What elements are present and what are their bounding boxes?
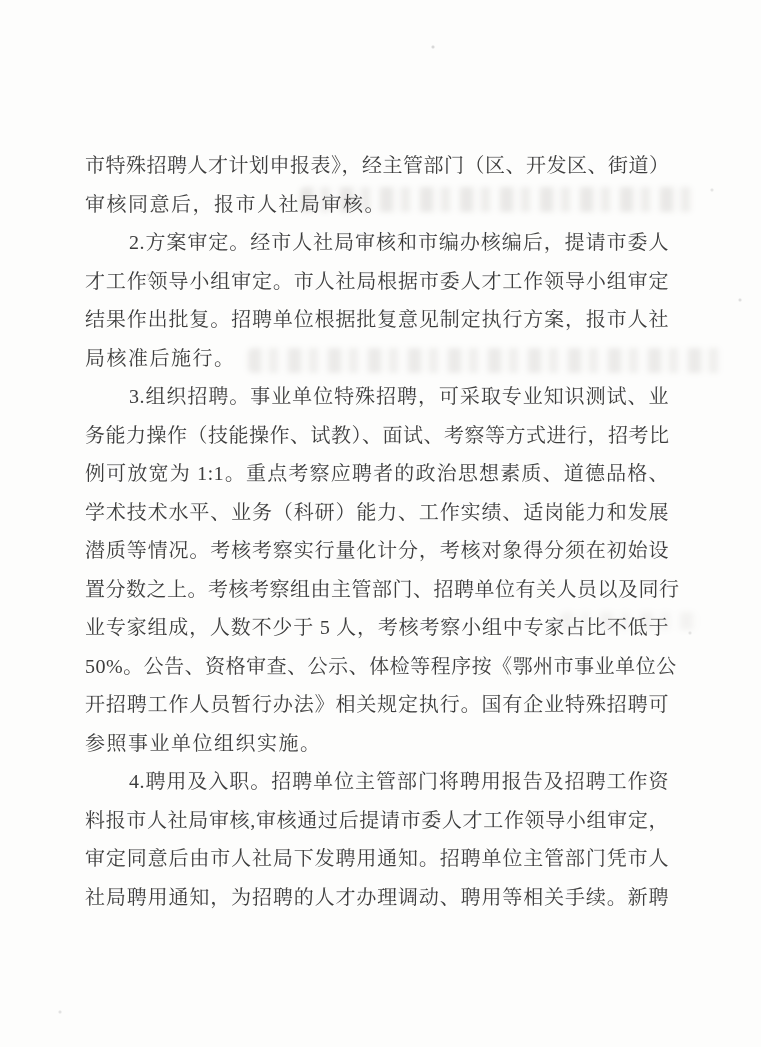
document-line: 审核同意后，报市人社局审核。	[85, 193, 386, 216]
document-line: 务能力操作（技能操作、试教）、面试、考察等方式进行，招考比	[85, 424, 670, 447]
document-line: 例可放宽为 1:1。重点考察应聘者的政治思想素质、道德品格、	[85, 463, 669, 485]
document-line: 审定同意后由市人社局下发聘用通知。招聘单位主管部门凭市人	[85, 848, 669, 870]
document-line: 社局聘用通知，为招聘的人才办理调动、聘用等相关手续。新聘	[85, 886, 669, 909]
document-line: 局核准后施行。	[85, 347, 236, 370]
document-line: 4.聘用及入职。招聘单位主管部门将聘用报告及招聘工作资	[129, 771, 669, 793]
document-line: 市特殊招聘人才计划申报表》，经主管部门（区、开发区、街道）	[85, 155, 670, 177]
document-line: 2.方案审定。经市人社局审核和市编办核编后，提请市委人	[129, 232, 669, 254]
document-line: 才工作领导小组审定。市人社局根据市委人才工作领导小组审定	[85, 270, 669, 293]
document-line: 50%。公告、资格审查、公示、体检等程序按《鄂州市事业单位公	[85, 655, 677, 678]
document-line: 潜质等情况。考核考察实行量化计分，考核对象得分须在初始设	[85, 540, 669, 562]
document-line: 结果作出批复。招聘单位根据批复意见制定执行方案，报市人社	[85, 309, 669, 331]
document-line: 料报市人社局审核,审核通过后提请市委人才工作领导小组审定，	[85, 809, 669, 832]
document-line: 3.组织招聘。事业单位特殊招聘，可采取专业知识测试、业	[129, 386, 669, 408]
document-line: 参照事业单位组织实施。	[85, 732, 322, 755]
document-line: 学术技术水平、业务（科研）能力、工作实绩、适岗能力和发展	[85, 501, 669, 524]
document-line: 开招聘工作人员暂行办法》相关规定执行。国有企业特殊招聘可	[85, 694, 669, 716]
document-line: 置分数之上。考核考察组由主管部门、招聘单位有关人员以及同行	[85, 578, 680, 601]
document-text-block	[85, 147, 680, 917]
document-line: 业专家组成，人数不少于 5 人，考核考察小组中专家占比不低于	[85, 617, 669, 639]
